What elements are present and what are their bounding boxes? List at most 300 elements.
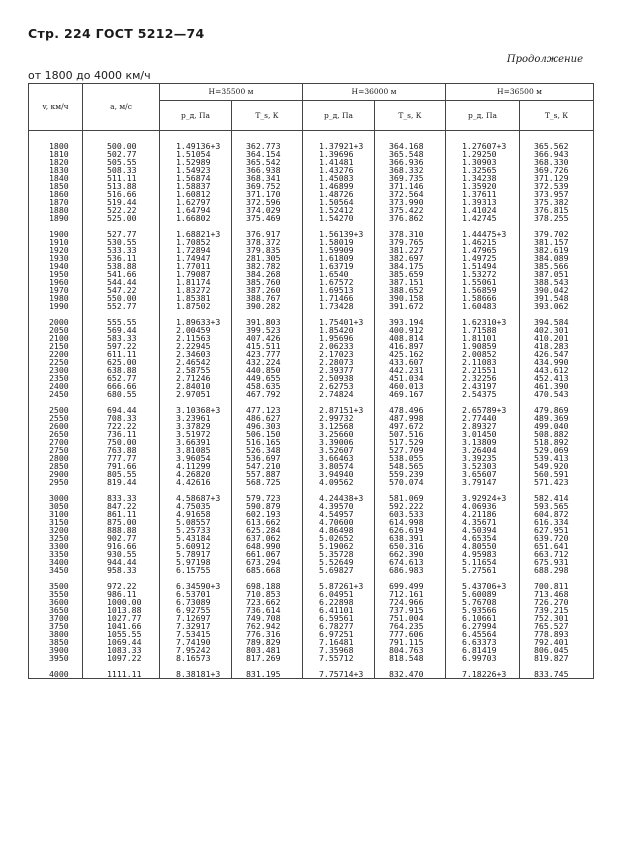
cell-p2: 2.87151+3 xyxy=(303,406,375,414)
cell-p1: 2.71246 xyxy=(160,374,232,382)
cell-p3: 4.21186 xyxy=(446,510,520,518)
cell-t2: 416.897 xyxy=(375,342,446,350)
atmosphere-table xyxy=(28,83,594,679)
cell-t3: 402.301 xyxy=(520,326,594,334)
cell-t3: 391.548 xyxy=(520,294,594,302)
cell-p3: 6.81419 xyxy=(446,646,520,654)
cell-p3: 3.65607 xyxy=(446,470,520,478)
cell-t2: 373.990 xyxy=(375,198,446,206)
cell-p2: 6.59561 xyxy=(303,614,375,622)
cell-p1: 1.51054 xyxy=(160,150,232,158)
cell-p1: 3.10368+3 xyxy=(160,406,232,414)
cell-p2: 2.28073 xyxy=(303,358,375,366)
cell-v: 2800 xyxy=(29,454,83,462)
cell-t3: 688.298 xyxy=(520,566,594,574)
cell-v: 1810 xyxy=(29,150,83,158)
cell-t1: 281.305 xyxy=(232,254,303,262)
cell-a: 538.88 xyxy=(83,262,160,270)
cell-p1: 1.52989 xyxy=(160,158,232,166)
cell-p1: 1.79087 xyxy=(160,270,232,278)
cell-p3: 2.00852 xyxy=(446,350,520,358)
cell-v: 3450 xyxy=(29,566,83,574)
cell-p3: 1.27607+3 xyxy=(446,131,520,151)
cell-a: 505.55 xyxy=(83,158,160,166)
cell-p1: 1.60812 xyxy=(160,190,232,198)
cell-p2: 3.39006 xyxy=(303,438,375,446)
cell-t2: 626.619 xyxy=(375,526,446,534)
cell-p3: 1.34238 xyxy=(446,174,520,182)
cell-p1: 5.78917 xyxy=(160,550,232,558)
cell-t2: 433.607 xyxy=(375,358,446,366)
cell-p2: 7.35968 xyxy=(303,646,375,654)
cell-t3: 739.215 xyxy=(520,606,594,614)
cell-t1: 613.662 xyxy=(232,518,303,526)
cell-p2: 7.16481 xyxy=(303,638,375,646)
cell-t1: 698.188 xyxy=(232,582,303,590)
cell-p1: 1.68821+3 xyxy=(160,230,232,238)
cell-t1: 390.282 xyxy=(232,302,303,310)
cell-a: 583.33 xyxy=(83,334,160,342)
cell-a: 1041.66 xyxy=(83,622,160,630)
cell-a: 625.00 xyxy=(83,358,160,366)
cell-p3: 2.32256 xyxy=(446,374,520,382)
col-header-t3: T_s, К xyxy=(520,101,594,131)
cell-t2: 393.194 xyxy=(375,318,446,326)
group-header-h3: H=36500 м xyxy=(446,84,594,101)
cell-t1: 557.887 xyxy=(232,470,303,478)
cell-v: 2950 xyxy=(29,478,83,486)
cell-t3: 700.811 xyxy=(520,582,594,590)
cell-p2: 2.99732 xyxy=(303,414,375,422)
cell-t2: 384.175 xyxy=(375,262,446,270)
cell-t2: 507.516 xyxy=(375,430,446,438)
cell-t3: 372.539 xyxy=(520,182,594,190)
cell-p1: 4.75035 xyxy=(160,502,232,510)
cell-t3: 378.255 xyxy=(520,214,594,222)
cell-p1: 2.00459 xyxy=(160,326,232,334)
cell-t3: 369.726 xyxy=(520,166,594,174)
cell-p2: 1.67572 xyxy=(303,278,375,286)
cell-t3: 582.414 xyxy=(520,494,594,502)
cell-t3: 385.566 xyxy=(520,262,594,270)
cell-t3: 560.591 xyxy=(520,470,594,478)
cell-p2: 1.73428 xyxy=(303,302,375,310)
cell-p3: 1.90859 xyxy=(446,342,520,350)
cell-t3: 410.201 xyxy=(520,334,594,342)
cell-p3: 1.46215 xyxy=(446,238,520,246)
cell-v: 3800 xyxy=(29,630,83,638)
cell-t1: 648.990 xyxy=(232,542,303,550)
cell-a: 791.66 xyxy=(83,462,160,470)
cell-p3: 1.62310+3 xyxy=(446,318,520,326)
cell-t2: 375.422 xyxy=(375,206,446,214)
cell-t3: 508.882 xyxy=(520,430,594,438)
cell-t1: 375.469 xyxy=(232,214,303,222)
cell-a: 597.22 xyxy=(83,342,160,350)
cell-p3: 4.80550 xyxy=(446,542,520,550)
cell-t3: 806.045 xyxy=(520,646,594,654)
cell-a: 819.44 xyxy=(83,478,160,486)
cell-p2: 7.75714+3 xyxy=(303,670,375,679)
cell-p2: 1.6540 xyxy=(303,270,375,278)
cell-v: 1840 xyxy=(29,174,83,182)
cell-t3: 518.892 xyxy=(520,438,594,446)
cell-t2: 442.231 xyxy=(375,366,446,374)
cell-t3: 529.069 xyxy=(520,446,594,454)
cell-t1: 376.917 xyxy=(232,230,303,238)
cell-p1: 3.96054 xyxy=(160,454,232,462)
cell-p2: 1.54270 xyxy=(303,214,375,222)
cell-t2: 804.763 xyxy=(375,646,446,654)
cell-a: 552.77 xyxy=(83,302,160,310)
cell-t2: 570.074 xyxy=(375,478,446,486)
cell-p1: 5.25733 xyxy=(160,526,232,534)
cell-p3: 5.76708 xyxy=(446,598,520,606)
cell-t2: 372.564 xyxy=(375,190,446,198)
cell-t1: 710.853 xyxy=(232,590,303,598)
cell-p2: 3.94940 xyxy=(303,470,375,478)
cell-a: 722.22 xyxy=(83,422,160,430)
cell-t1: 762.942 xyxy=(232,622,303,630)
cell-p3: 3.92924+3 xyxy=(446,494,520,502)
cell-t2: 538.055 xyxy=(375,454,446,462)
cell-p2: 1.63719 xyxy=(303,262,375,270)
cell-p1: 1.54923 xyxy=(160,166,232,174)
cell-t3: 461.390 xyxy=(520,382,594,390)
cell-p3: 1.71588 xyxy=(446,326,520,334)
cell-p1: 3.66391 xyxy=(160,438,232,446)
cell-t3: 390.042 xyxy=(520,286,594,294)
cell-p1: 6.92755 xyxy=(160,606,232,614)
cell-a: 547.22 xyxy=(83,286,160,294)
cell-t2: 425.162 xyxy=(375,350,446,358)
cell-p1: 2.46542 xyxy=(160,358,232,366)
cell-t3: 394.584 xyxy=(520,318,594,326)
cell-t2: 388.652 xyxy=(375,286,446,294)
cell-p3: 3.79147 xyxy=(446,478,520,486)
cell-p1: 1.64794 xyxy=(160,206,232,214)
col-header-p3: p_д, Па xyxy=(446,101,520,131)
cell-p3: 1.56859 xyxy=(446,286,520,294)
cell-t1: 458.635 xyxy=(232,382,303,390)
cell-t1: 407.426 xyxy=(232,334,303,342)
cell-v: 3850 xyxy=(29,638,83,646)
cell-a: 875.00 xyxy=(83,518,160,526)
cell-a: 541.66 xyxy=(83,270,160,278)
cell-v: 3150 xyxy=(29,518,83,526)
cell-t1: 673.294 xyxy=(232,558,303,566)
cell-t1: 803.481 xyxy=(232,646,303,654)
cell-p2: 1.50564 xyxy=(303,198,375,206)
cell-p3: 4.50394 xyxy=(446,526,520,534)
col-header-p2: p_д, Па xyxy=(303,101,375,131)
cell-t2: 737.915 xyxy=(375,606,446,614)
cell-p3: 2.89327 xyxy=(446,422,520,430)
range-title: от 1800 до 4000 км/ч xyxy=(28,69,151,82)
table-row xyxy=(29,478,594,486)
cell-v: 2200 xyxy=(29,350,83,358)
cell-p3: 1.35920 xyxy=(446,182,520,190)
cell-p2: 5.69827 xyxy=(303,566,375,574)
cell-a: 680.55 xyxy=(83,390,160,398)
cell-p2: 1.71466 xyxy=(303,294,375,302)
cell-v: 1880 xyxy=(29,206,83,214)
cell-a: 1027.77 xyxy=(83,614,160,622)
cell-v: 1940 xyxy=(29,262,83,270)
cell-p2: 1.41481 xyxy=(303,158,375,166)
cell-p3: 1.51494 xyxy=(446,262,520,270)
cell-p3: 6.99703 xyxy=(446,654,520,662)
cell-p3: 1.55061 xyxy=(446,278,520,286)
cell-p3: 4.95983 xyxy=(446,550,520,558)
cell-p2: 3.52607 xyxy=(303,446,375,454)
cell-p2: 2.39377 xyxy=(303,366,375,374)
cell-v: 1980 xyxy=(29,294,83,302)
cell-v: 1990 xyxy=(29,302,83,310)
cell-t3: 593.565 xyxy=(520,502,594,510)
cell-t3: 778.893 xyxy=(520,630,594,638)
cell-v: 3200 xyxy=(29,526,83,534)
cell-a: 513.88 xyxy=(83,182,160,190)
cell-a: 533.33 xyxy=(83,246,160,254)
cell-p3: 5.60089 xyxy=(446,590,520,598)
cell-p1: 7.74190 xyxy=(160,638,232,646)
cell-v: 2150 xyxy=(29,342,83,350)
cell-a: 1111.11 xyxy=(83,670,160,679)
table-row xyxy=(29,302,594,310)
cell-t1: 372.596 xyxy=(232,198,303,206)
cell-p2: 1.46899 xyxy=(303,182,375,190)
cell-p3: 2.54375 xyxy=(446,390,520,398)
cell-v: 3100 xyxy=(29,510,83,518)
cell-a: 652.77 xyxy=(83,374,160,382)
cell-t3: 443.612 xyxy=(520,366,594,374)
cell-v: 2250 xyxy=(29,358,83,366)
cell-t3: 371.129 xyxy=(520,174,594,182)
cell-p1: 7.95242 xyxy=(160,646,232,654)
cell-p2: 5.35728 xyxy=(303,550,375,558)
cell-p2: 1.56139+3 xyxy=(303,230,375,238)
cell-t2: 712.161 xyxy=(375,590,446,598)
cell-t2: 376.862 xyxy=(375,214,446,222)
cell-p1: 7.12697 xyxy=(160,614,232,622)
cell-p1: 7.53415 xyxy=(160,630,232,638)
cell-t3: 571.423 xyxy=(520,478,594,486)
cell-t2: 400.912 xyxy=(375,326,446,334)
cell-t1: 399.523 xyxy=(232,326,303,334)
cell-t2: 650.316 xyxy=(375,542,446,550)
cell-p3: 1.53272 xyxy=(446,270,520,278)
cell-p2: 7.55712 xyxy=(303,654,375,662)
cell-a: 500.00 xyxy=(83,131,160,151)
cell-t3: 426.547 xyxy=(520,350,594,358)
cell-t3: 368.330 xyxy=(520,158,594,166)
cell-t1: 379.835 xyxy=(232,246,303,254)
cell-p1: 1.87502 xyxy=(160,302,232,310)
cell-t1: 625.284 xyxy=(232,526,303,534)
cell-v: 2300 xyxy=(29,366,83,374)
cell-p2: 1.58019 xyxy=(303,238,375,246)
cell-t2: 764.235 xyxy=(375,622,446,630)
cell-p1: 1.62797 xyxy=(160,198,232,206)
cell-t2: 527.709 xyxy=(375,446,446,454)
cell-a: 1000.00 xyxy=(83,598,160,606)
cell-a: 536.11 xyxy=(83,254,160,262)
cell-t2: 638.391 xyxy=(375,534,446,542)
cell-p1: 8.16573 xyxy=(160,654,232,662)
cell-t3: 549.920 xyxy=(520,462,594,470)
cell-p2: 5.52649 xyxy=(303,558,375,566)
cell-t1: 736.614 xyxy=(232,606,303,614)
cell-p2: 2.50938 xyxy=(303,374,375,382)
cell-p3: 1.37611 xyxy=(446,190,520,198)
cell-t1: 432.224 xyxy=(232,358,303,366)
cell-t3: 452.413 xyxy=(520,374,594,382)
cell-p3: 1.44475+3 xyxy=(446,230,520,238)
col-header-t2: T_s, К xyxy=(375,101,446,131)
cell-v: 1800 xyxy=(29,131,83,151)
cell-p2: 1.59909 xyxy=(303,246,375,254)
cell-t1: 385.760 xyxy=(232,278,303,286)
cell-p1: 1.81174 xyxy=(160,278,232,286)
cell-v: 2050 xyxy=(29,326,83,334)
cell-p1: 3.37829 xyxy=(160,422,232,430)
cell-a: 666.66 xyxy=(83,382,160,390)
cell-v: 4000 xyxy=(29,670,83,679)
cell-p3: 5.27561 xyxy=(446,566,520,574)
cell-t1: 496.303 xyxy=(232,422,303,430)
cell-t2: 559.239 xyxy=(375,470,446,478)
cell-t1: 602.193 xyxy=(232,510,303,518)
cell-t1: 387.260 xyxy=(232,286,303,294)
cell-p2: 6.97251 xyxy=(303,630,375,638)
cell-p1: 5.60912 xyxy=(160,542,232,550)
cell-p3: 6.45564 xyxy=(446,630,520,638)
cell-a: 516.66 xyxy=(83,190,160,198)
cell-p2: 2.62753 xyxy=(303,382,375,390)
cell-a: 833.33 xyxy=(83,494,160,502)
cell-p1: 6.15755 xyxy=(160,566,232,574)
cell-t3: 639.720 xyxy=(520,534,594,542)
cell-a: 1013.88 xyxy=(83,606,160,614)
cell-p2: 6.22898 xyxy=(303,598,375,606)
cell-t1: 382.782 xyxy=(232,262,303,270)
cell-v: 2400 xyxy=(29,382,83,390)
cell-t1: 467.792 xyxy=(232,390,303,398)
cell-t2: 368.332 xyxy=(375,166,446,174)
cell-a: 750.00 xyxy=(83,438,160,446)
cell-t2: 548.565 xyxy=(375,462,446,470)
cell-p1: 2.11563 xyxy=(160,334,232,342)
cell-t3: 387.051 xyxy=(520,270,594,278)
cell-p3: 1.41024 xyxy=(446,206,520,214)
cell-v: 1820 xyxy=(29,158,83,166)
cell-t1: 831.195 xyxy=(232,670,303,679)
cell-v: 1890 xyxy=(29,214,83,222)
cell-t3: 393.062 xyxy=(520,302,594,310)
cell-p1: 1.89633+3 xyxy=(160,318,232,326)
cell-p1: 4.58687+3 xyxy=(160,494,232,502)
cell-v: 3400 xyxy=(29,558,83,566)
cell-v: 2550 xyxy=(29,414,83,422)
cell-a: 1069.44 xyxy=(83,638,160,646)
cell-p2: 1.61809 xyxy=(303,254,375,262)
cell-p2: 4.09562 xyxy=(303,478,375,486)
cell-t1: 685.668 xyxy=(232,566,303,574)
cell-p3: 2.11083 xyxy=(446,358,520,366)
cell-p3: 5.93566 xyxy=(446,606,520,614)
cell-p1: 4.91658 xyxy=(160,510,232,518)
cell-t3: 651.641 xyxy=(520,542,594,550)
cell-t3: 675.931 xyxy=(520,558,594,566)
cell-p2: 5.19062 xyxy=(303,542,375,550)
cell-t3: 499.040 xyxy=(520,422,594,430)
cell-a: 638.88 xyxy=(83,366,160,374)
cell-t3: 470.543 xyxy=(520,390,594,398)
cell-p2: 6.41101 xyxy=(303,606,375,614)
cell-t2: 592.222 xyxy=(375,502,446,510)
cell-t2: 603.533 xyxy=(375,510,446,518)
cell-t3: 604.872 xyxy=(520,510,594,518)
cell-t1: 579.723 xyxy=(232,494,303,502)
cell-p1: 2.34603 xyxy=(160,350,232,358)
cell-p3: 1.47965 xyxy=(446,246,520,254)
cell-p2: 4.24438+3 xyxy=(303,494,375,502)
cell-a: 847.22 xyxy=(83,502,160,510)
cell-p2: 1.69513 xyxy=(303,286,375,294)
cell-t3: 379.702 xyxy=(520,230,594,238)
cell-t3: 489.369 xyxy=(520,414,594,422)
cell-t2: 369.735 xyxy=(375,174,446,182)
cell-p2: 5.02652 xyxy=(303,534,375,542)
cell-a: 708.33 xyxy=(83,414,160,422)
cell-p2: 3.80574 xyxy=(303,462,375,470)
cell-p2: 2.74824 xyxy=(303,390,375,398)
cell-p2: 2.17023 xyxy=(303,350,375,358)
cell-p1: 2.58755 xyxy=(160,366,232,374)
cell-p1: 1.85381 xyxy=(160,294,232,302)
cell-t2: 391.672 xyxy=(375,302,446,310)
cell-p2: 5.87261+3 xyxy=(303,582,375,590)
cell-t3: 539.413 xyxy=(520,454,594,462)
cell-t3: 373.957 xyxy=(520,190,594,198)
cell-a: 888.88 xyxy=(83,526,160,534)
cell-p1: 1.70852 xyxy=(160,238,232,246)
cell-t1: 378.372 xyxy=(232,238,303,246)
cell-t2: 378.310 xyxy=(375,230,446,238)
cell-t2: 379.765 xyxy=(375,238,446,246)
cell-p3: 5.43706+3 xyxy=(446,582,520,590)
cell-t1: 371.170 xyxy=(232,190,303,198)
cell-t2: 390.158 xyxy=(375,294,446,302)
cell-t3: 765.527 xyxy=(520,622,594,630)
cell-t1: 374.029 xyxy=(232,206,303,214)
cell-p1: 8.38181+3 xyxy=(160,670,232,679)
cell-p1: 1.83272 xyxy=(160,286,232,294)
cell-t2: 777.606 xyxy=(375,630,446,638)
col-header-a: a, м/с xyxy=(83,84,160,131)
cell-t2: 487.998 xyxy=(375,414,446,422)
table-row xyxy=(29,566,594,574)
cell-a: 861.11 xyxy=(83,510,160,518)
cell-p3: 1.81101 xyxy=(446,334,520,342)
cell-t1: 817.269 xyxy=(232,654,303,662)
cell-a: 611.11 xyxy=(83,350,160,358)
cell-t2: 381.227 xyxy=(375,246,446,254)
cell-t1: 477.123 xyxy=(232,406,303,414)
cell-v: 3250 xyxy=(29,534,83,542)
cell-p3: 2.21551 xyxy=(446,366,520,374)
